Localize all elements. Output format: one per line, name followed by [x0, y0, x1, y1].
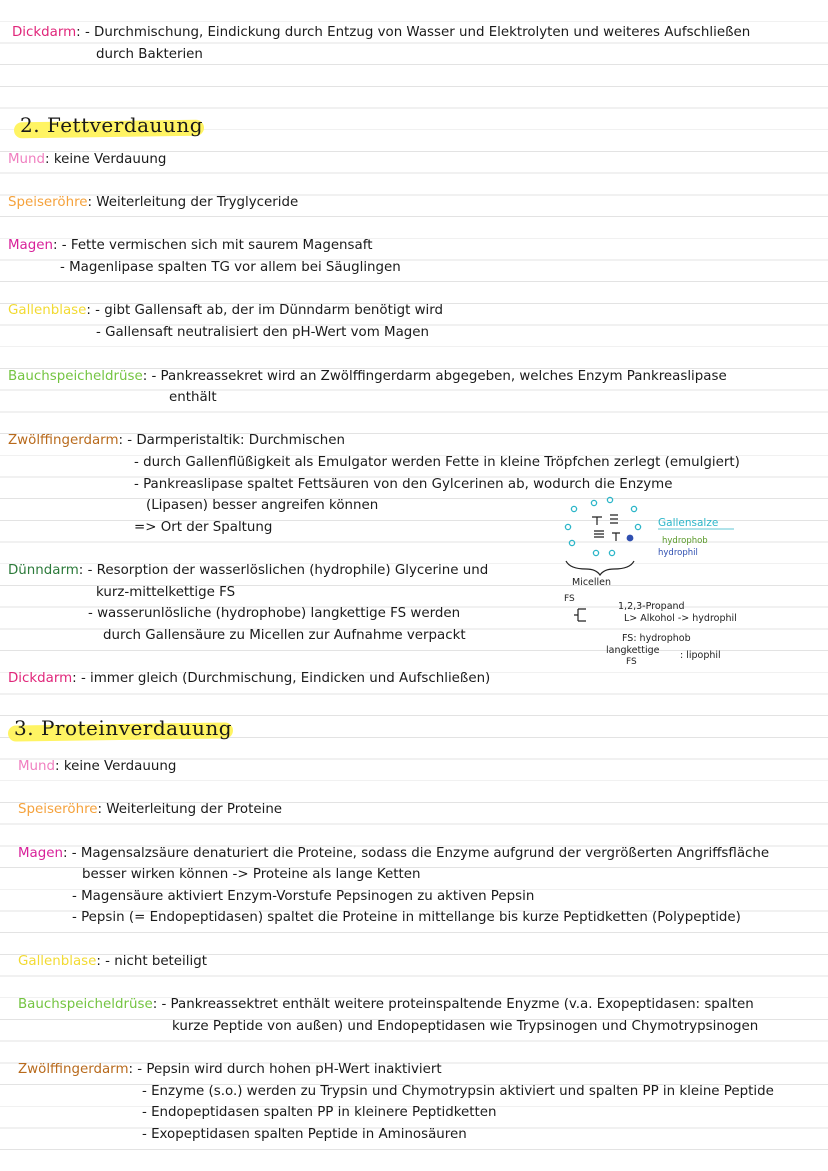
- fat-bauch-entry: Bauchspeicheldrüse: - Pankreassekret wird an Zwölffingerdarm abgegeben, welches Enzym Pankreaslipase: [8, 369, 727, 384]
- sketch-propand: 1,2,3-Propand: [618, 601, 685, 612]
- protein-magen-entry: Magen: - Magensalzsäure denaturiert die Proteine, sodass die Enzyme aufgrund der vergrößerten Angriffsfläche: [18, 846, 770, 861]
- fat-magen-text-1: - Fette vermischen sich mit saurem Magensaft: [61, 238, 373, 253]
- fat-magen-entry: Magen: - Fette vermischen sich mit saurem Magensaft: [8, 238, 373, 253]
- protein-zwoelf-text-1: - Pepsin wird durch hohen pH-Wert inaktiviert: [137, 1062, 442, 1077]
- fat-dick-entry: Dickdarm: - immer gleich (Durchmischung, Eindicken und Aufschließen): [8, 671, 491, 686]
- fat-duenn-text-4: durch Gallensäure zu Micellen zur Aufnahme verpackt: [103, 628, 466, 643]
- protein-zwoelf-text-2: - Enzyme (s.o.) werden zu Trypsin und Chymotrypsin aktiviert und spalten PP in kleine Peptide: [142, 1084, 774, 1099]
- fat-duenn-text-2: kurz-mittelkettige FS: [96, 585, 236, 600]
- protein-zwoelf-text-3: - Endopeptidasen spalten PP in kleinere Peptidketten: [142, 1105, 497, 1120]
- sketch-micellen: Micellen: [572, 577, 612, 588]
- term-speiseroehre-2: Speiseröhre: [18, 802, 98, 817]
- protein-bauch-text-1: - Pankreassektret enthält weitere proteinspaltende Enyzme (v.a. Exopeptidasen: spalten: [161, 997, 754, 1012]
- micelle-dot: [627, 535, 634, 542]
- fat-magen-text-2: - Magenlipase spalten TG vor allem bei Säuglingen: [60, 260, 401, 275]
- fat-zwoelf-text-4: (Lipasen) besser angreifen können: [146, 498, 379, 513]
- protein-zwoelf-text-4: - Exopeptidasen spalten Peptide in Aminosäuren: [142, 1127, 467, 1142]
- term-mund: Mund: [8, 152, 46, 167]
- protein-magen-text-4: - Pepsin (= Endopeptidasen) spaltet die Proteine in mittellange bis kurze Peptidketten (Polypeptide): [72, 910, 741, 925]
- term-bauchspeicheldruese: Bauchspeicheldrüse: [8, 369, 143, 384]
- protein-zwoelf-entry: Zwölffingerdarm: - Pepsin wird durch hohen pH-Wert inaktiviert: [18, 1062, 442, 1077]
- sketch-fs-hydrophob: FS: hydrophob: [622, 633, 691, 644]
- term-mund-2: Mund: [18, 759, 56, 774]
- fat-zwoelf-text-2: - durch Gallenflüßigkeit als Emulgator werden Fette in kleine Tröpfchen zerlegt (emulgiert): [134, 455, 740, 470]
- term-duenndarm: Dünndarm: [8, 563, 79, 578]
- sketch-hydrophil: hydrophil: [658, 548, 698, 558]
- protein-magen-text-1: - Magensalzsäure denaturiert die Proteine, sodass die Enzyme aufgrund der vergrößerten Angriffsfläche: [71, 846, 770, 861]
- sketch-fs-label: FS: [564, 594, 575, 604]
- fat-zwoelf-text-3: - Pankreaslipase spaltet Fettsäuren von den Gylcerinen ab, wodurch die Enzyme: [134, 477, 673, 492]
- heading-fettverdauung: 2. Fettverdauung: [20, 113, 203, 137]
- fat-zwoelf-text-5: => Ort der Spaltung: [134, 520, 273, 535]
- term-speiseroehre: Speiseröhre: [8, 195, 88, 210]
- sketch-alkohol: L> Alkohol -> hydrophil: [624, 613, 737, 624]
- fat-mund-entry: Mund: keine Verdauung: [8, 152, 167, 167]
- protein-speiseroehre-text: Weiterleitung der Proteine: [106, 802, 283, 817]
- fat-bauch-text-2: enthält: [169, 390, 217, 405]
- fat-gallenblase-entry: Gallenblase: - gibt Gallensaft ab, der im Dünndarm benötigt wird: [8, 303, 444, 318]
- sketch-langkettige: langkettige: [606, 645, 660, 656]
- fat-zwoelf-text-1: - Darmperistaltik: Durchmischen: [127, 433, 345, 448]
- fat-speiseroehre-entry: Speiseröhre: Weiterleitung der Tryglyceride: [8, 195, 299, 210]
- protein-gallenblase-text: - nicht beteiligt: [105, 954, 207, 969]
- sketch-gallensalze: Gallensalze: [658, 517, 719, 529]
- protein-magen-text-3: - Magensäure aktiviert Enzym-Vorstufe Pepsinogen zu aktiven Pepsin: [72, 889, 535, 904]
- term-dickdarm: Dickdarm: [12, 25, 77, 40]
- protein-magen-text-2: besser wirken können -> Proteine als lange Ketten: [82, 867, 421, 882]
- term-gallenblase-2: Gallenblase: [18, 954, 97, 969]
- term-zwoelffingerdarm: Zwölffingerdarm: [8, 433, 119, 448]
- protein-gallenblase-entry: Gallenblase: - nicht beteiligt: [18, 954, 207, 969]
- term-magen-2: Magen: [18, 846, 63, 861]
- fat-speiseroehre-text: Weiterleitung der Tryglyceride: [96, 195, 299, 210]
- fat-duenn-entry: Dünndarm: - Resorption der wasserlöslichen (hydrophile) Glycerine und: [8, 563, 489, 578]
- fat-duenn-text-3: - wasserunlösliche (hydrophobe) langkettige FS werden: [88, 606, 461, 621]
- dickdarm-text-2: durch Bakterien: [96, 47, 203, 62]
- micelle-sketch: [550, 495, 820, 685]
- fat-gallenblase-text-2: - Gallensaft neutralisiert den pH-Wert vom Magen: [96, 325, 430, 340]
- micelle-drawing: [550, 495, 820, 685]
- protein-mund-entry: Mund: keine Verdauung: [18, 759, 177, 774]
- fat-duenn-text-1: - Resorption der wasserlöslichen (hydrophile) Glycerine und: [87, 563, 489, 578]
- fat-mund-text: keine Verdauung: [53, 152, 167, 167]
- heading-proteinverdauung: 3. Proteinverdauung: [14, 716, 233, 740]
- protein-speiseroehre-entry: Speiseröhre: Weiterleitung der Proteine: [18, 802, 283, 817]
- sketch-hydrophob: hydrophob: [662, 536, 708, 546]
- dickdarm-text-1: - Durchmischung, Eindickung durch Entzug von Wasser und Elektrolyten und weiteres Aufschließen: [84, 25, 751, 40]
- sketch-langkettige-fs: FS: [626, 657, 637, 667]
- term-bauchspeicheldruese-2: Bauchspeicheldrüse: [18, 997, 153, 1012]
- protein-bauch-entry: Bauchspeicheldrüse: - Pankreassektret enthält weitere proteinspaltende Enyzme (v.a. Exopeptidasen: spalten: [18, 997, 754, 1012]
- fat-bauch-text-1: - Pankreassekret wird an Zwölffingerdarm abgegeben, welches Enzym Pankreaslipase: [151, 369, 727, 384]
- fat-dick-text: - immer gleich (Durchmischung, Eindicken und Aufschließen): [80, 671, 491, 686]
- term-magen: Magen: [8, 238, 53, 253]
- dickdarm-entry: Dickdarm: - Durchmischung, Eindickung durch Entzug von Wasser und Elektrolyten und weiteres Aufschließen: [12, 25, 751, 40]
- term-dickdarm-2: Dickdarm: [8, 671, 73, 686]
- term-gallenblase: Gallenblase: [8, 303, 87, 318]
- sketch-lipophil: : lipophil: [680, 650, 721, 661]
- fat-zwoelf-entry: Zwölffingerdarm: - Darmperistaltik: Durchmischen: [8, 433, 345, 448]
- term-zwoelffingerdarm-2: Zwölffingerdarm: [18, 1062, 129, 1077]
- fat-gallenblase-text-1: - gibt Gallensaft ab, der im Dünndarm benötigt wird: [95, 303, 444, 318]
- protein-mund-text: keine Verdauung: [63, 759, 177, 774]
- protein-bauch-text-2: kurze Peptide von außen) und Endopeptidasen wie Trypsinogen und Chymotrypsinogen: [172, 1019, 759, 1034]
